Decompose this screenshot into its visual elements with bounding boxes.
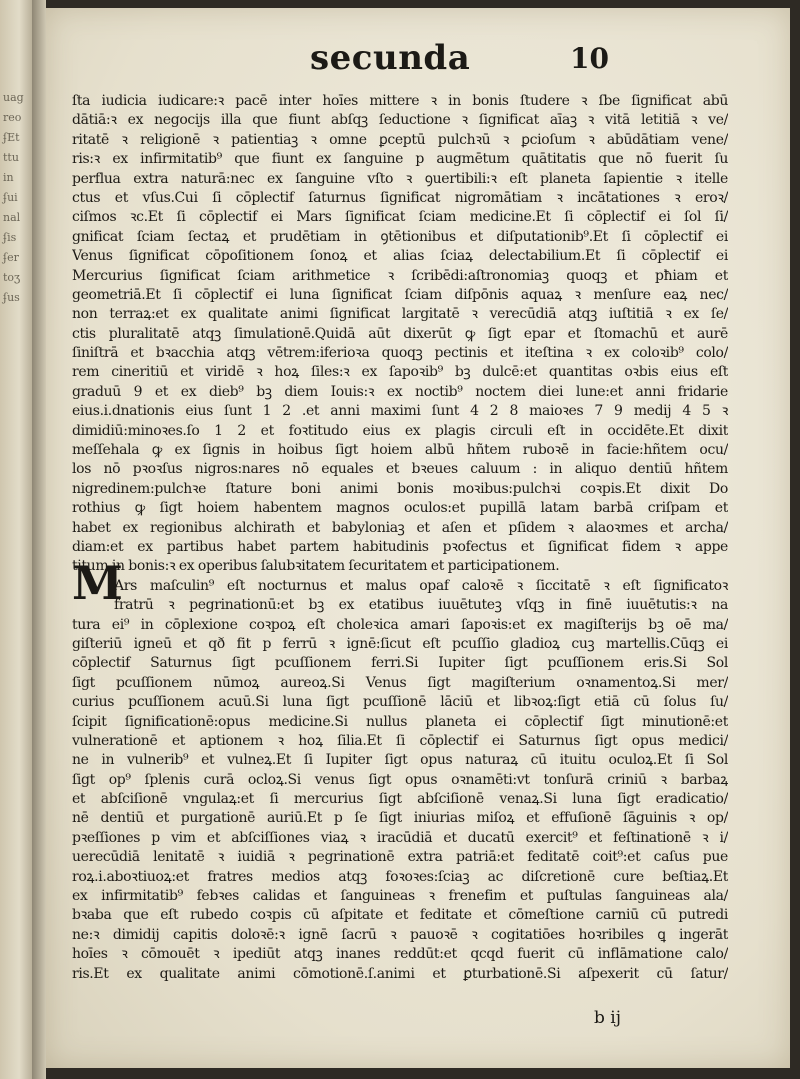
left-page-ghost-line: reo — [3, 111, 22, 124]
left-page-edge — [0, 0, 32, 1079]
text-line: fratrū ꝛ pegrinationū:et bꝫ ex etatibus iuuētuteꝫ vſqꝫ in finē iuuētutis:ꝛ na — [114, 597, 728, 614]
text-line: non terraꝝ:et ex qualitate animi ſignificat largitatē ꝛ verecūdiā atqꝫ iuſtitiā ꝛ ex ſe/ — [72, 306, 728, 323]
text-line: bꝛaba que eſt rubedo coꝛpis cū aſpitate et feditate et cōmeſtione carniū cū putredi — [72, 907, 728, 924]
text-line: vulnerationē et aptionem ꝛ hoꝝ ſilia.Et ſi cōplectif ei Saturnus ſigt opus medici/ — [72, 732, 728, 749]
page-header — [46, 38, 790, 84]
text-line: et abſciſionē vngulaꝝ:et ſi mercurius ſigt abſciſionē venaꝝ.Si luna ſigt eradicatio/ — [72, 791, 728, 808]
text-line: ctus et vſus.Cui ſi cōplectif ſaturnus ſignificat nigromātiam ꝛ incātationes ꝛ eroꝛ/ — [72, 189, 728, 206]
left-page-ghost-line: toʒ — [3, 271, 21, 284]
text-line: cōplectif Saturnus ſigt pcuſſionem ferri.Si Iupiter ſigt pcuſſionem eris.Si Sol — [72, 655, 728, 672]
text-line: habet ex regionibus alchirath et babyloniaꝫ et aſen et pſidem ꝛ alaoꝛmes et archa/ — [72, 519, 728, 536]
left-page-ghost-line: ʄui — [3, 191, 18, 204]
text-line: ctis pluralitatē atqꝫ ſimulationē.Quidā aūt dixerūt ꝙ ſigt epar et ſtomachū et aurē — [72, 325, 728, 342]
text-line: dātiā:ꝛ ex negocijs illa que fiunt abſqꝫ ſeductione ꝛ ſignificat aīaꝫ ꝛ vitā letitiā ꝛ ve/ — [72, 112, 728, 129]
text-line: ex infirmitatib⁹ febꝛes calidas et ſanguineas ꝛ frenefim et puſtulas ſanguineas ala/ — [72, 888, 728, 905]
text-line: los nō pꝛoꝛſus nigros:nares nō equales et bꝛeues caluum : in aliquo dentiū hñtem — [72, 461, 728, 478]
text-line: titum in bonis:ꝛ ex operibus ſalubꝛitatem ſecuritatem et participationem. — [72, 558, 560, 575]
text-line: ne:ꝛ dimidij capitis doloꝛē:ꝛ ignē ſacrū ꝛ pauoꝛē ꝛ cogitatiōes hoꝛribiles ꝗ ingerāt — [72, 926, 728, 943]
left-page-ghost-line: in — [3, 171, 14, 184]
book-page — [46, 8, 790, 1068]
text-line: ne in vulnerib⁹ et vulneꝝ.Et ſi Iupiter ſigt opus naturaꝝ cū ituitu oculoꝝ.Et ſi Sol — [72, 752, 728, 769]
text-line: nē dentiū et purgationē auriū.Et p ſe ſigt iniurias miſoꝝ et effuſionē ſāguinis ꝛ op/ — [72, 810, 728, 827]
text-line: ciſmos ꝛc.Et ſi cōplectif ei Mars ſignificat ſciam medicine.Et ſi cōplectif ei ſol ſi/ — [72, 209, 728, 226]
text-line: rem cineritiū et viridē ꝛ hoꝝ ſiles:ꝛ ex ſapoꝛib⁹ bꝫ dulcē:et quantitas oꝛbis eius eſt — [72, 364, 728, 381]
signature-mark: b ij — [594, 1008, 621, 1028]
text-line: Venus ſignificat cōpoſitionem ſonoꝝ et alias ſciaꝝ delectabilium.Et ſi cōplectif ei — [72, 248, 728, 265]
left-page-ghost-line: ttu — [3, 151, 19, 164]
text-line: eius.i.dnationis eius ſunt 1 2 .et anni maximi ſunt 4 2 8 maioꝛes 7 9 medij 4 5 ꝛ — [72, 403, 728, 420]
left-page-ghost-line: ʄEt — [3, 131, 20, 144]
text-line: pꝛeſſiones p vim et abſciſſiones viaꝝ ꝛ iracūdiā et ducatū exercit⁹ et feſtinationē ꝛ i/ — [72, 829, 728, 846]
text-line: ris.Et ex qualitate animi cōmotionē.ſ.animi et ꝑturbationē.Si aſpexerit cū ſatur/ — [72, 965, 728, 982]
text-line: Ars maſculin⁹ eſt nocturnus et malus opaf caloꝛē ꝛ ſiccitatē ꝛ eſt ſignificatoꝛ — [114, 577, 728, 594]
text-line: ſigt pcuſſionem nūmoꝝ aureoꝝ.Si Venus ſigt magiſterium oꝛnamentoꝝ.Si mer/ — [72, 674, 728, 691]
text-line: tura ei⁹ in cōplexione coꝛpoꝝ eſt choleꝛica amari ſapoꝛis:et ex magiſterijs bꝫ oē ma/ — [72, 616, 728, 633]
left-page-ghost-line: ʄer — [3, 251, 19, 264]
text-line: ſiniſtrā et bꝛacchia atqꝫ vētrem:iferioꝛa quoqꝫ pectinis et iteſtina ꝛ ex coloꝛib⁹ colo/ — [72, 345, 728, 362]
drop-initial-letter: M — [72, 556, 123, 610]
text-line: hoīes ꝛ cōmouēt ꝛ ipediūt atqꝫ inanes reddūt:et qcqd fuerit cū inflāmatione calo/ — [72, 946, 728, 963]
text-line: gnificat ſciam ſectaꝝ et prudētiam in ꝯtētionibus et diſputationib⁹.Et ſi cōplectif ei — [72, 228, 728, 245]
left-page-ghost-line: ʄus — [3, 291, 20, 304]
left-page-ghost-line: uag — [3, 91, 24, 104]
book-gutter — [32, 0, 46, 1079]
text-line: rothius ꝙ ſigt hoiem habentem magnos oculos:et pupillā latam barbā criſpam et — [72, 500, 728, 517]
left-page-ghost-line: ʄis — [3, 231, 17, 244]
text-line: ſigt op⁹ ſplenis curā ocloꝝ.Si venus ſigt opus oꝛnamēti:vt tonſurā criniū ꝛ barbaꝝ — [72, 771, 728, 788]
text-line: curius pcuſſionem acuū.Si luna ſigt pcuſſionē lāciū et libꝛoꝝ:ſigt etiā cū ſolus ſu/ — [72, 694, 728, 711]
left-page-ghost-line: nal — [3, 211, 21, 224]
text-line: diam:et ex partibus habet partem habitudinis pꝛofectus et ſignificat fidem ꝛ appe — [72, 538, 728, 555]
folio-number: 10 — [570, 42, 609, 75]
text-line: ris:ꝛ ex infirmitatib⁹ que fiunt ex ſanguine p augmētum quātitatis que nō fuerit ſu — [72, 151, 728, 168]
text-line: roꝝ.i.aboꝛtiuoꝝ:et fratres medios atqꝫ foꝛoꝛes:ſciaꝫ ac diſcretionē cure beſtiaꝝ.Et — [72, 868, 728, 885]
text-line: nigredinem:pulchꝛe ſtature boni animi bonis moꝛibus:pulchꝛi coꝛpis.Et dixit Do — [72, 480, 728, 497]
text-line: ſcipit ſignificationē:opus medicine.Si nullus planeta ei cōplectif ſigt minutionē:et — [72, 713, 728, 730]
text-line: ritatē ꝛ religionē ꝛ patientiaꝫ ꝛ omne ꝑceptū pulchꝛū ꝛ ꝑcioſum ꝛ abūdātiam vene/ — [72, 131, 728, 148]
text-line: graduū 9 et ex dieb⁹ bꝫ diem Iouis:ꝛ ex noctib⁹ noctem diei lune:et anni fridarie — [72, 383, 728, 400]
running-title: secunda — [310, 38, 471, 78]
text-line: perflua extra naturā:nec ex ſanguine vſto ꝛ ꝯuertibili:ꝛ eſt planeta ſapientie ꝛ itelle — [72, 170, 728, 187]
left-page-ghost-text — [0, 0, 32, 308]
text-line: Mercurius ſignificat ſciam arithmetice ꝛ ſcribēdi:aſtronomiaꝫ quoqꝫ et pħiam et — [72, 267, 728, 284]
text-line: dimidiū:minoꝛes.ſo 1 2 et foꝛtitudo eius ex plagis circuli eſt in occidēte.Et dixit — [72, 422, 728, 439]
text-line: ſta iudicia iudicare:ꝛ pacē inter hoīes mittere ꝛ in bonis ſtudere ꝛ ſbe ſignificat abū — [72, 93, 728, 109]
text-line: giſteriū igneū et qð fit p ferrū ꝛ ignē:ſicut eſt pcuſſio gladioꝝ cuꝫ martellis.Cūqꝫ ei — [72, 635, 728, 652]
text-line: uerecūdiā lenitatē ꝛ iuidiā ꝛ pegrinationē extra patriā:et feditatē coit⁹:et caſus pue — [72, 849, 728, 866]
text-line: meſſehala ꝙ ex ſignis in hoibus ſigt hoiem albū hñtem ruboꝛē in facie:hñtem ocu/ — [72, 442, 728, 459]
text-line: geometriā.Et ſi cōplectif ei luna ſignificat ſciam diſpōnis aquaꝝ ꝛ menſure eaꝝ nec/ — [72, 286, 728, 303]
body-text — [72, 92, 728, 984]
